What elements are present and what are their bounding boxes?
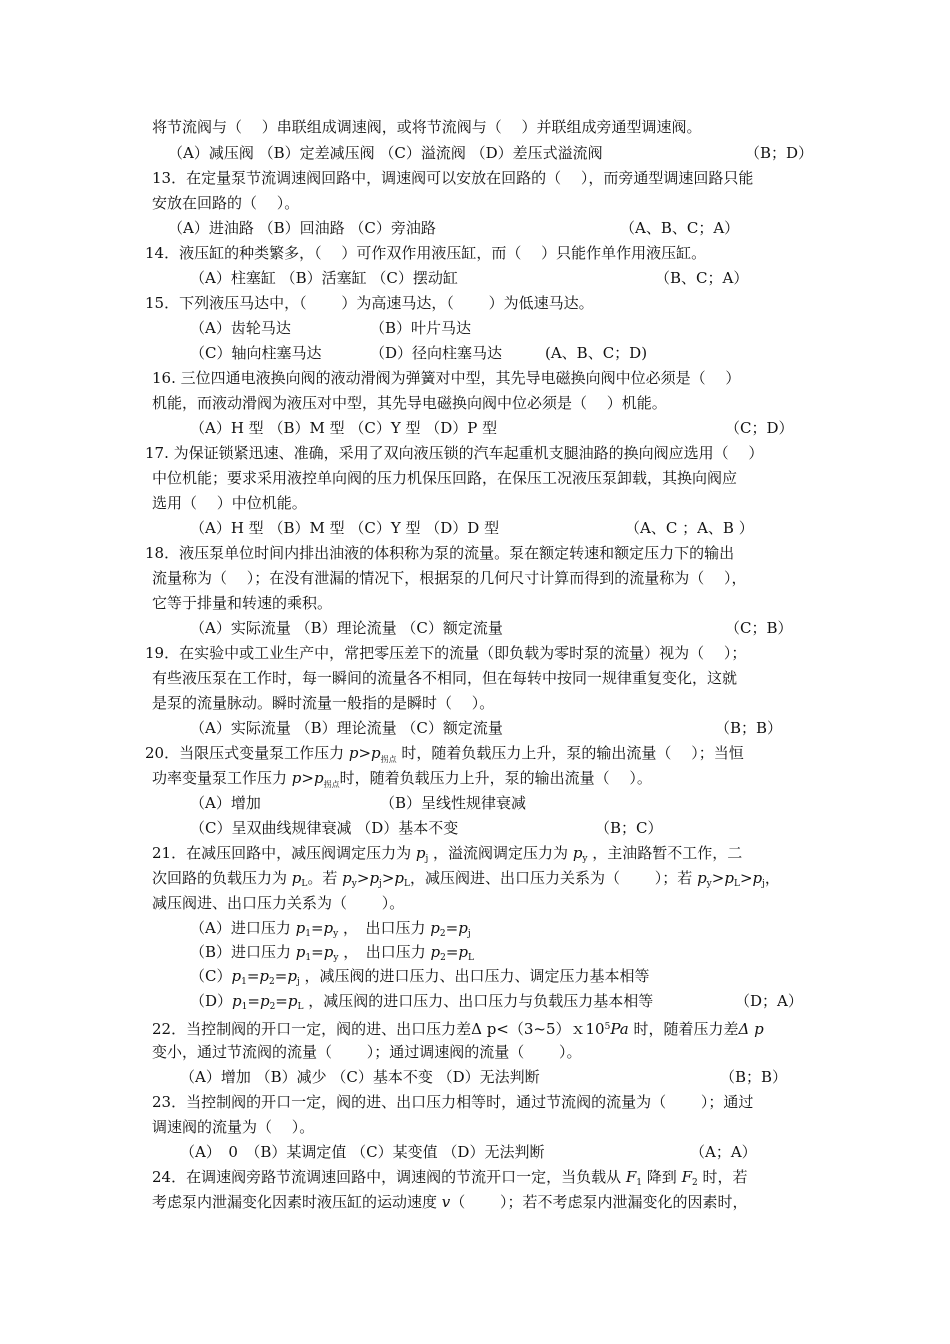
q13-answer: （A、B、C；A） — [620, 219, 740, 237]
q21-option-c: $(C)p_1=p_2=p_j$ ，减压阀的进口压力、出口压力、调定压力基本相等 — [190, 967, 650, 987]
q20-option-b: （B）呈线性规律衰减 — [380, 794, 527, 812]
q21-option-d: $(D)p_1=p_2=p_L$ ，减压阀的进口压力、出口压力与负载压力基本相等 — [190, 992, 654, 1012]
q20-options-cd: （C）呈双曲线规律衰减 （D）基本不变 — [190, 819, 459, 837]
q24-text-2: 考虑泵内泄漏变化因素时液压缸的运动速度 v（ ）；若不考虑泵内泄漏变化的因素时， — [152, 1193, 748, 1211]
q21-answer: （D；A） — [735, 992, 803, 1010]
q17-options: （A）H 型 （B）M 型 （C）Y 型 （D）D 型 — [190, 519, 500, 537]
q23-options: （A） 0 （B）某调定值 （C）某变值 （D）无法判断 — [180, 1143, 545, 1161]
q18-text-3: 它等于排量和转速的乘积。 — [152, 594, 333, 612]
q13-options: （A）进油路 （B）回油路 （C）旁油路 — [168, 219, 436, 237]
q18-answer: （C；B） — [725, 619, 793, 637]
q16-answer: （C；D） — [725, 419, 794, 437]
q20-text-1: 20．当限压式变量泵工作压力 $p>p_{拐点}$ 时，随着负载压力上升，泵的输出流量（ ）；当恒 — [145, 744, 744, 764]
q15-option-d: （D）径向柱塞马达 — [370, 344, 503, 362]
q19-text-2: 有些液压泵在工作时，每一瞬间的流量各不相同，但在每转中按同一规律重复变化，这就 — [152, 669, 738, 687]
q14-answer: （B、C；A） — [655, 269, 749, 287]
q15-option-a: （A）齿轮马达 — [190, 319, 291, 337]
q17-text-1: 17. 为保证锁紧迅速、准确，采用了双向液压锁的汽车起重机支腿油路的换向阀应选用（ ） — [145, 444, 764, 462]
q14-options: （A）柱塞缸 （B）活塞缸 （C）摆动缸 — [190, 269, 458, 287]
q24-text-1: 24．在调速阀旁路节流调速回路中，调速阀的节流开口一定，当负载从 $F_1$ 降到 $F_2$ 时，若 — [152, 1168, 748, 1188]
q21-text-3: 减压阀进、出口压力关系为（ ）。 — [152, 894, 405, 912]
q18-text-2: 流量称为（ ）；在没有泄漏的情况下，根据泵的几何尺寸计算而得到的流量称为（ ）， — [152, 569, 747, 587]
q20-text-2: 功率变量泵工作压力 $p>p_{拐点}$时，随着负载压力上升，泵的输出流量（ ）。 — [152, 769, 652, 789]
q21-option-a: （A）进口压力 $p_1=p_y$ ， 出口压力 $p_2=p_j$ — [190, 919, 471, 939]
q15-option-b: （B）叶片马达 — [370, 319, 472, 337]
q19-text-1: 19．在实验中或工业生产中，常把零压差下的流量（即负载为零时泵的流量）视为（ ）； — [145, 644, 747, 662]
q21-option-b: （B）进口压力 $p_1=p_y$ ， 出口压力 $p_2=p_L$ — [190, 943, 474, 963]
q14-text: 14．液压缸的种类繁多，（ ）可作双作用液压缸，而（ ）只能作单作用液压缸。 — [145, 244, 707, 262]
q18-options: （A）实际流量 （B）理论流量 （C）额定流量 — [190, 619, 503, 637]
q21-text-1: 21．在减压回路中，减压阀调定压力为 $p_j$ ，溢流阀调定压力为 $p_y$ ，主油路暂不工作，二 — [152, 844, 743, 864]
q19-text-3: 是泵的流量脉动。瞬时流量一般指的是瞬时（ ）。 — [152, 694, 495, 712]
q15-answer: (A、B、C；D) — [545, 344, 648, 362]
q15-option-c: （C）轴向柱塞马达 — [190, 344, 322, 362]
q12-text: 将节流阀与（ ）串联组成调速阀，或将节流阀与（ ）并联组成旁通型调速阀。 — [152, 118, 702, 136]
q20-option-a: （A）增加 — [190, 794, 261, 812]
q18-text-1: 18．液压泵单位时间内排出油液的体积称为泵的流量。泵在额定转速和额定压力下的输出 — [145, 544, 735, 562]
q15-text: 15．下列液压马达中，（ ）为高速马达，（ ）为低速马达。 — [145, 294, 594, 312]
q22-options: （A）增加 （B）减少 （C）基本不变 （D）无法判断 — [180, 1068, 540, 1086]
q17-answer: （A、C ；A、B ） — [625, 519, 754, 537]
q23-text-2: 调速阀的流量为（ ）。 — [152, 1118, 315, 1136]
q13-text-2: 安放在回路的（ ）。 — [152, 194, 300, 212]
q16-text-2: 机能，而液动滑阀为液压对中型，其先导电磁换向阀中位必须是（ ）机能。 — [152, 394, 667, 412]
q13-text-1: 13．在定量泵节流调速阀回路中，调速阀可以安放在回路的（ ），而旁通型调速回路只能 — [152, 169, 754, 187]
q21-text-2: 次回路的负载压力为 $p_L$。若 $p_y>p_j>p_L$，减压阀进、出口压力关系为（ ）；若 $p_y>p_L>p_j$， — [152, 869, 780, 889]
q22-text-1: 22．当控制阀的开口一定，阀的进、出口压力差Δ $p<(3\sim 5)x10^5Pa$ 时，随着压力差Δ p — [152, 1020, 764, 1038]
q17-text-2: 中位机能；要求采用液控单向阀的压力机保压回路，在保压工况液压泵卸载，其换向阀应 — [152, 469, 738, 487]
q20-answer: （B；C） — [595, 819, 663, 837]
q16-options: （A）H 型 （B）M 型 （C）Y 型 （D）P 型 — [190, 419, 498, 437]
q19-answer: （B；B） — [715, 719, 783, 737]
q23-text-1: 23．当控制阀的开口一定，阀的进、出口压力相等时，通过节流阀的流量为（ ）；通过 — [152, 1093, 754, 1111]
q12-answer: （B；D） — [745, 144, 814, 162]
q22-text-2: 变小，通过节流阀的流量（ ）；通过调速阀的流量（ ）。 — [152, 1043, 582, 1061]
q22-answer: （B；B） — [720, 1068, 788, 1086]
q23-answer: （A；A） — [690, 1143, 757, 1161]
q17-text-3: 选用（ ）中位机能。 — [152, 494, 307, 512]
q19-options: （A）实际流量 （B）理论流量 （C）额定流量 — [190, 719, 503, 737]
q12-options: （A）减压阀 （B）定差减压阀 （C）溢流阀 （D）差压式溢流阀 — [168, 144, 603, 162]
q16-text-1: 16. 三位四通电液换向阀的液动滑阀为弹簧对中型，其先导电磁换向阀中位必须是（ ） — [152, 369, 741, 387]
